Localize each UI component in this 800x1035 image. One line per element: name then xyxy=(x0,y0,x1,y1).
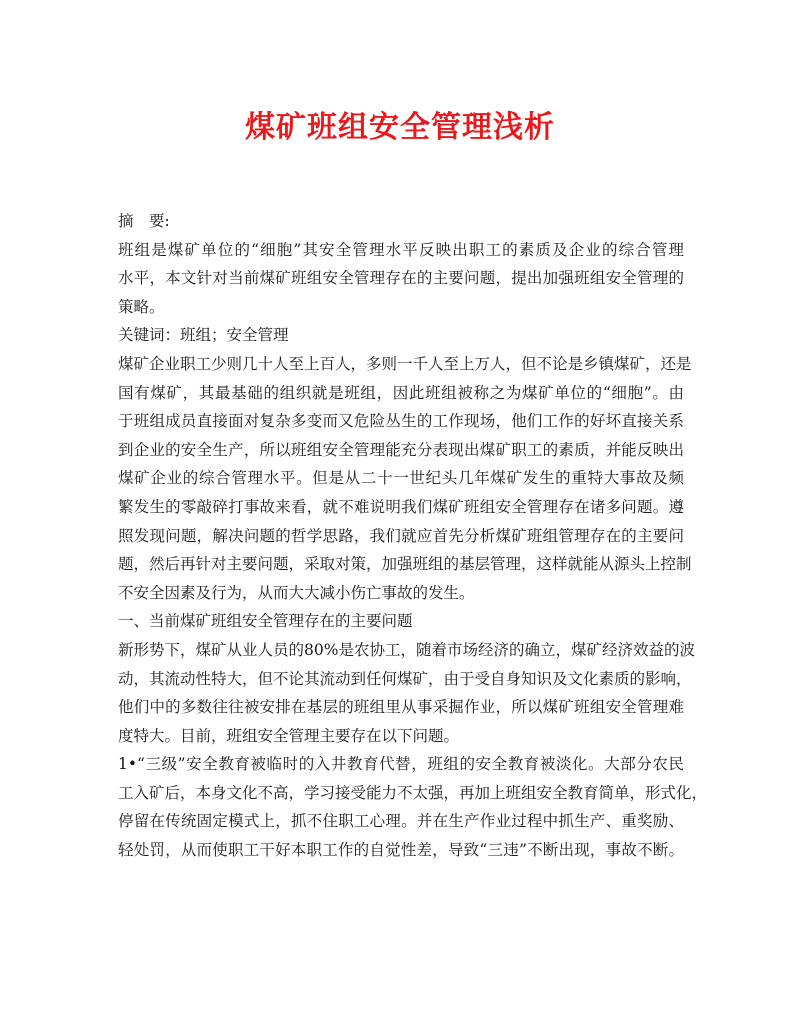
text-line: 于班组成员直接面对复杂多变而又危险丛生的工作现场，他们工作的好坏直接关系 xyxy=(118,412,684,431)
text-line: 不安全因素及行为，从而大大减小伤亡事故的发生。 xyxy=(118,583,475,602)
text-line: 煤矿企业的综合管理水平。但是从二十一世纪头几年煤矿发生的重特大事故及频 xyxy=(118,469,684,488)
text-line: 煤矿企业职工少则几十人至上百人，多则一千人至上万人，但不论是乡镇煤矿，还是 xyxy=(118,354,692,373)
text-line: 国有煤矿，其最基础的组织就是班组，因此班组被称之为煤矿单位的“细胞”。由 xyxy=(118,383,684,402)
text-line: 班组是煤矿单位的“细胞”其安全管理水平反映出职工的素质及企业的综合管理 xyxy=(118,240,684,259)
document-body xyxy=(118,207,708,865)
text-line: 他们中的多数往往被安排在基层的班组里从事采掘作业，所以煤矿班组安全管理难 xyxy=(118,698,684,717)
text-line: 关键词：班组；安全管理 xyxy=(118,326,289,345)
text-line: 题，然后再针对主要问题，采取对策，加强班组的基层管理，这样就能从源头上控制 xyxy=(118,555,692,574)
text-line: 新形势下，煤矿从业人员的80%是农协工，随着市场经济的确立，煤矿经济效益的波 xyxy=(118,640,695,659)
text-line: 轻处罚，从而使职工干好本职工作的自觉性差，导致“三违”不断出现，事故不断。 xyxy=(118,841,684,860)
text-line: 繁发生的零敲碎打事故来看，就不难说明我们煤矿班组安全管理存在诸多问题。遵 xyxy=(118,497,684,516)
text-line: 策略。 xyxy=(118,297,165,316)
text-line: 动，其流动性特大，但不论其流动到任何煤矿，由于受自身知识及文化素质的影响， xyxy=(118,669,692,688)
text-line: 1•“三级”安全教育被临时的入井教育代替，班组的安全教育被淡化。大部分农民 xyxy=(118,755,684,774)
text-line: 停留在传统固定模式上，抓不住职工心理。并在生产作业过程中抓生产、重奖励、 xyxy=(118,812,684,831)
document-title: 煤矿班组安全管理浅析 xyxy=(245,110,555,145)
text-line: 摘 要: xyxy=(118,212,170,230)
text-line: 工入矿后，本身文化不高，学习接受能力不太强，再加上班组安全教育简单，形式化， xyxy=(118,783,708,802)
text-line: 照发现问题，解决问题的哲学思路，我们就应首先分析煤矿班组管理存在的主要问 xyxy=(118,526,684,545)
text-line: 水平，本文针对当前煤矿班组安全管理存在的主要问题，提出加强班组安全管理的 xyxy=(118,269,684,288)
text-line: 到企业的安全生产，所以班组安全管理能充分表现出煤矿职工的素质，并能反映出 xyxy=(118,440,684,459)
text-line: 一、当前煤矿班组安全管理存在的主要问题 xyxy=(118,612,413,631)
text-line: 度特大。目前，班组安全管理主要存在以下问题。 xyxy=(118,726,460,745)
